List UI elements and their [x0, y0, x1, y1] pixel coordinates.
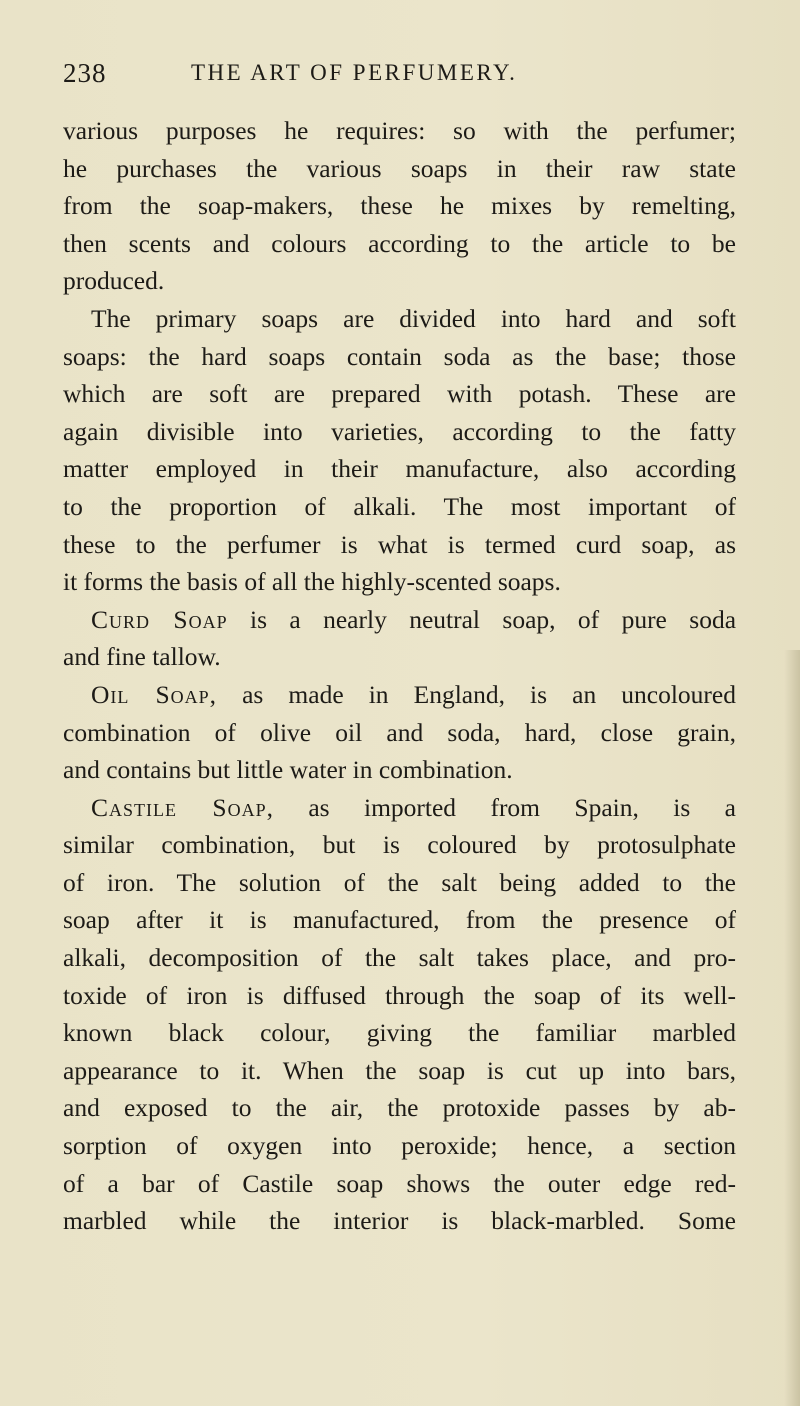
- text-line: and exposed to the air, the protoxide passes by ab-: [63, 1093, 736, 1123]
- page-header: [63, 58, 713, 98]
- text-line: soap after it is manufactured, from the presence of: [63, 905, 736, 935]
- text-line: The primary soaps are divided into hard and soft: [91, 303, 736, 333]
- text-run: is a nearly neutral soap, of pure soda: [227, 604, 737, 634]
- text-line: matter employed in their manufacture, also according: [63, 454, 736, 484]
- text-run: as imported from Spain, is a: [273, 792, 736, 822]
- text-line: appearance to it. When the soap is cut up into bars,: [63, 1055, 736, 1085]
- text-line: of iron. The solution of the salt being added to the: [63, 867, 736, 897]
- text-line: known black colour, giving the familiar marbled: [63, 1018, 736, 1048]
- text-line: then scents and colours according to the article to be: [63, 228, 736, 258]
- text-line: he purchases the various soaps in their raw state: [63, 153, 736, 183]
- text-line: soaps: the hard soaps contain soda as the base; those: [63, 341, 736, 371]
- text-line: various purposes he requires: so with the perfumer;: [63, 116, 736, 145]
- running-head: THE ART OF PERFUMERY.: [191, 60, 518, 85]
- text-run: as made in England, is an uncoloured: [217, 679, 736, 709]
- text-line: and fine tallow.: [63, 642, 221, 672]
- text-line: toxide of iron is diffused through the soap of its well-: [63, 980, 736, 1010]
- paragraph-1: [63, 112, 736, 300]
- term-oil-soap: Oil Soap,: [91, 679, 218, 709]
- text-line: combination of olive oil and soda, hard, close grain,: [63, 717, 736, 747]
- text-line: marbled while the interior is black-marbled. Some: [63, 1206, 736, 1236]
- text-line: of a bar of Castile soap shows the outer edge red-: [63, 1168, 736, 1198]
- text-line: alkali, decomposition of the salt takes place, and pro-: [63, 943, 736, 973]
- paragraph-curd-soap: [63, 601, 736, 676]
- text-line: sorption of oxygen into peroxide; hence, a section: [63, 1131, 736, 1161]
- text-line: similar combination, but is coloured by protosulphate: [63, 830, 736, 860]
- text-line: these to the perfumer is what is termed curd soap, as: [63, 529, 736, 559]
- text-line: from the soap-makers, these he mixes by remelting,: [63, 191, 736, 221]
- term-castile-soap: Castile Soap,: [91, 792, 274, 822]
- text-line: it forms the basis of all the highly-scented soaps.: [63, 567, 561, 597]
- paragraph-castile-soap: [63, 789, 736, 1240]
- text-line: to the proportion of alkali. The most important of: [63, 491, 736, 521]
- body-text: [63, 112, 736, 1240]
- text-line: again divisible into varieties, according to the fatty: [63, 416, 736, 446]
- text-line: [63, 601, 736, 639]
- term-curd-soap: Curd Soap: [91, 604, 228, 634]
- text-line: [63, 789, 736, 827]
- text-line: which are soft are prepared with potash. These are: [63, 379, 736, 409]
- paragraph-oil-soap: [63, 676, 736, 789]
- paragraph-2: [63, 300, 736, 601]
- page-number: 238: [63, 58, 107, 88]
- text-line: produced.: [63, 266, 165, 296]
- text-line: and contains but little water in combination.: [63, 755, 513, 785]
- text-line: [63, 676, 736, 714]
- page-edge-shadow: [784, 650, 800, 1406]
